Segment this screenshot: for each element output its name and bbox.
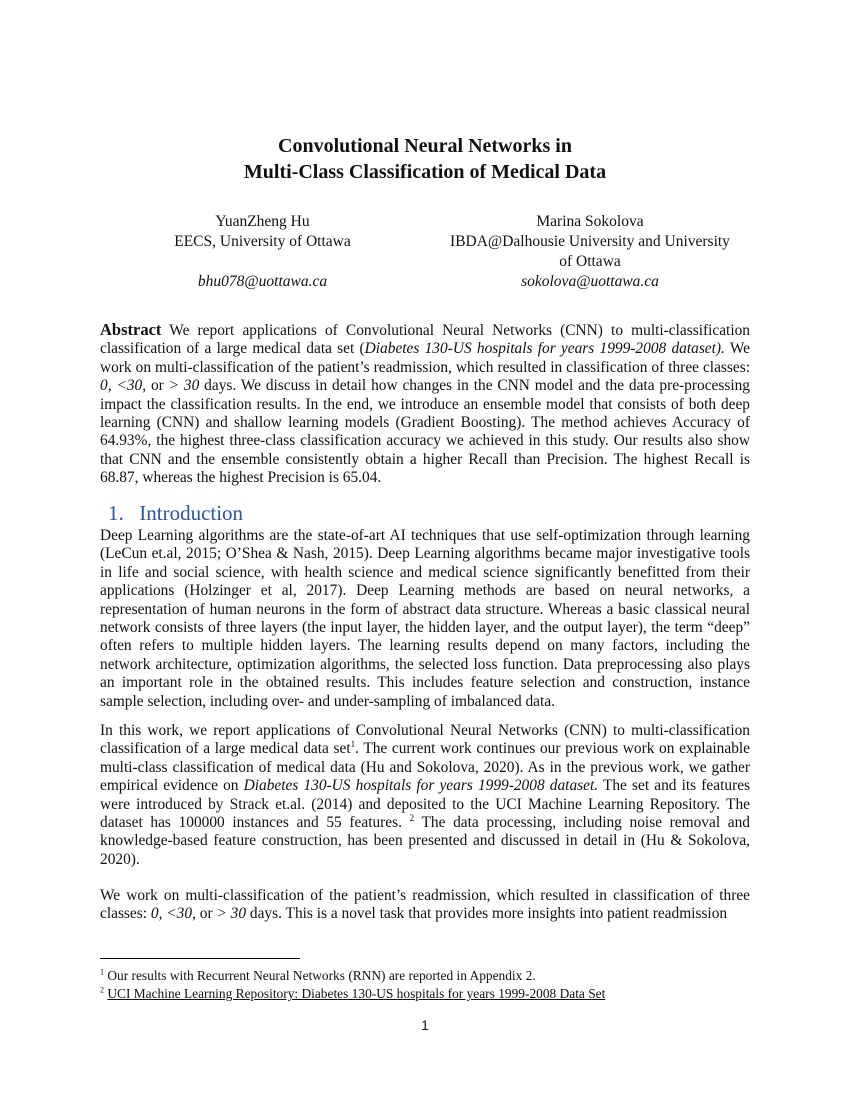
paragraph-text: The set and its features were introduced by Strack et.al. (2014) and deposited to the UCI Machine Learning Repository. The dataset has 100000 instances and 55 features. <box>100 777 751 832</box>
paragraph-text: , or <box>192 905 217 923</box>
paragraph-text: We work on multi-classification of the patient’s readmission, which resulted in classification of three classes: <box>100 887 750 923</box>
author-block-2 <box>420 212 760 292</box>
abstract-text: We report applications of Convolutional Neural Networks (CNN) to multi-classification classification of a large medical data set ( <box>100 322 750 358</box>
intro-paragraph-2 <box>100 722 750 869</box>
footnote-link[interactable]: UCI Machine Learning Repository: Diabetes 130-US hospitals for years 1999-2008 Data Set <box>107 986 606 1001</box>
dataset-name: Diabetes 130-US hospitals for years 1999-2008 dataset). <box>364 340 725 358</box>
paper-title-line-1: Convolutional Neural Networks in <box>278 135 572 157</box>
author-email: sokolova@uottawa.ca <box>521 273 659 290</box>
footnote-text: Our results with Recurrent Neural Networks (RNN) are reported in Appendix 2. <box>104 968 536 983</box>
dataset-name: Diabetes 130-US hospitals for years 1999-2008 dataset. <box>243 777 599 795</box>
paragraph-text: days. This is a novel task that provides more insights into patient readmission <box>246 905 728 923</box>
page-number: 1 <box>421 1017 429 1033</box>
section-number: 1. <box>108 501 124 525</box>
section-title: Introduction <box>139 501 244 525</box>
class-label: > 30 <box>168 377 200 395</box>
class-label: 0 <box>150 905 159 923</box>
paper-title-line-2: Multi-Class Classification of Medical Data <box>243 161 607 183</box>
section-heading-introduction <box>108 500 243 526</box>
abstract-heading: Abstract <box>100 320 162 339</box>
author-name: Marina Sokolova <box>536 213 644 230</box>
footnote-1 <box>100 967 750 984</box>
author-affiliation: IBDA@Dalhousie University and University <box>450 233 730 250</box>
author-name: YuanZheng Hu <box>215 213 310 230</box>
footnote-divider <box>100 958 300 959</box>
abstract-text: , or <box>142 377 169 395</box>
abstract-paragraph <box>100 321 750 488</box>
footnote-ref-2[interactable]: 2 <box>409 812 415 823</box>
footnote-mark: 2 <box>100 985 104 995</box>
author-block-1 <box>150 212 375 292</box>
author-affiliation: EECS, University of Ottawa <box>174 233 351 250</box>
class-label: <30 <box>116 377 143 395</box>
author-affiliation-continued: of Ottawa <box>559 253 621 270</box>
paragraph-text: , <box>158 905 167 923</box>
class-label: > 30 <box>216 905 247 923</box>
paragraph-text: In this work, we report applications of Convolutional Neural Networks (CNN) to multi-classification classification of a large medical data set <box>100 722 750 758</box>
footnote-mark: 1 <box>100 967 104 977</box>
author-email: bhu078@uottawa.ca <box>197 273 328 290</box>
intro-paragraph-1: Deep Learning algorithms are the state-of-art AI techniques that use self-optimization through learning (LeCun et.al, 2015; O’Shea & Nash, 2015). Deep Learning algorithms became major investigative tools in life and social science, with health science and medical science significantly benefitted from their applications (Holzinger et al, 2017). Deep Learning methods are based on neural networks, a representation of human neurons in the form of abstract data structure. Whereas a basic classical neural network consists of three layers (the input layer, the hidden layer, and the output layer), the term “deep” often refers to multiple hidden layers. The learning results depend on many factors, including the network architecture, optimization algorithms, the selected loss function. Data preprocessing also plays an important role in the obtained results. This includes feature selection and construction, instance sample selection, including over- and under-sampling of imbalanced data. <box>100 527 750 710</box>
footnote-2 <box>100 985 750 1002</box>
footnote-ref-1[interactable]: 1 <box>350 739 356 750</box>
abstract-text: We work on multi-classification of the patient’s readmission, which resulted in classification of three classes: <box>100 340 750 376</box>
paragraph-text: . The current work continues our previous work on explainable multi-class classification of medical data (Hu and Sokolova, 2020). As in the previous work, we gather empirical evidence on <box>100 740 751 795</box>
abstract-text: , <box>107 377 117 395</box>
paragraph-text: The data processing, including noise removal and knowledge-based feature construction, has been presented and discussed in detail in (Hu & Sokolova, 2020). <box>100 814 750 868</box>
abstract-text: days. We discuss in detail how changes in the CNN model and the data pre-processing impact the classification results. In the end, we introduce an ensemble model that consists of both deep learning (CNN) and shallow learning models (Gradient Boosting). The method achieves Accuracy of 64.93%, the highest three-class classification accuracy we achieved in this study. Our results also show that CNN and the ensemble consistently obtain a higher Recall than Precision. The highest Recall is 68.87, whereas the highest Precision is 65.04. <box>100 377 751 487</box>
class-label: 0 <box>100 377 108 395</box>
intro-paragraph-3 <box>100 887 750 924</box>
class-label: <30 <box>166 905 193 923</box>
